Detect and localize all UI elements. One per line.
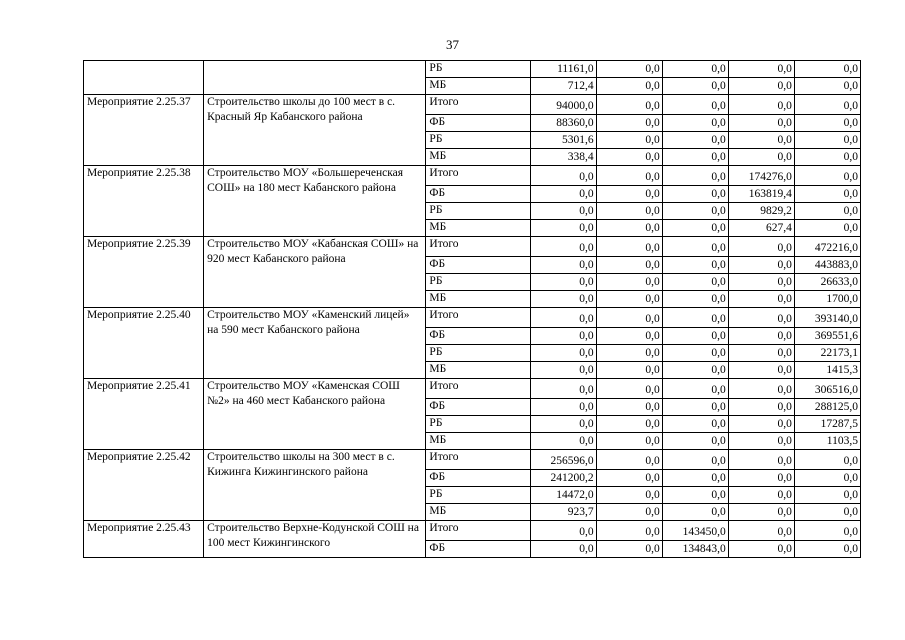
funding-source-cell: Итого xyxy=(426,166,530,186)
value-cell: 0,0 xyxy=(662,450,728,470)
value-cell: 0,0 xyxy=(530,433,596,450)
value-cell: 0,0 xyxy=(728,487,794,504)
measure-description-cell: Строительство МОУ «Каменский лицей» на 590 мест Кабанского района xyxy=(204,308,426,379)
value-cell: 0,0 xyxy=(530,345,596,362)
value-cell: 443883,0 xyxy=(794,257,860,274)
value-cell: 0,0 xyxy=(530,362,596,379)
budget-table-body xyxy=(84,61,861,558)
funding-source-cell: ФБ xyxy=(426,257,530,274)
budget-table xyxy=(83,60,861,558)
value-cell: 0,0 xyxy=(662,362,728,379)
value-cell: 0,0 xyxy=(728,95,794,115)
value-cell: 0,0 xyxy=(662,433,728,450)
value-cell: 369551,6 xyxy=(794,328,860,345)
value-cell: 0,0 xyxy=(596,504,662,521)
value-cell: 0,0 xyxy=(596,521,662,541)
table-row xyxy=(84,166,861,186)
measure-name-cell: Мероприятие 2.25.40 xyxy=(84,308,204,379)
funding-source-cell: Итого xyxy=(426,95,530,115)
value-cell: 174276,0 xyxy=(728,166,794,186)
value-cell: 0,0 xyxy=(596,203,662,220)
value-cell: 0,0 xyxy=(596,132,662,149)
value-cell: 0,0 xyxy=(596,291,662,308)
value-cell: 0,0 xyxy=(794,203,860,220)
funding-source-cell: ФБ xyxy=(426,328,530,345)
value-cell: 0,0 xyxy=(530,379,596,399)
value-cell: 0,0 xyxy=(530,237,596,257)
value-cell: 134843,0 xyxy=(662,541,728,558)
value-cell: 0,0 xyxy=(662,166,728,186)
value-cell: 0,0 xyxy=(728,328,794,345)
funding-source-cell: ФБ xyxy=(426,115,530,132)
table-row xyxy=(84,308,861,328)
value-cell: 0,0 xyxy=(794,166,860,186)
value-cell: 0,0 xyxy=(662,345,728,362)
value-cell: 0,0 xyxy=(662,308,728,328)
value-cell: 0,0 xyxy=(596,78,662,95)
measure-description-cell xyxy=(204,61,426,95)
value-cell: 0,0 xyxy=(530,274,596,291)
funding-source-cell: МБ xyxy=(426,291,530,308)
value-cell: 0,0 xyxy=(794,541,860,558)
funding-source-cell: Итого xyxy=(426,379,530,399)
value-cell: 0,0 xyxy=(794,115,860,132)
measure-name-cell: Мероприятие 2.25.43 xyxy=(84,521,204,558)
value-cell: 0,0 xyxy=(662,149,728,166)
value-cell: 0,0 xyxy=(596,416,662,433)
value-cell: 0,0 xyxy=(728,541,794,558)
value-cell: 393140,0 xyxy=(794,308,860,328)
value-cell: 0,0 xyxy=(596,399,662,416)
table-row xyxy=(84,95,861,115)
funding-source-cell: РБ xyxy=(426,487,530,504)
value-cell: 0,0 xyxy=(596,470,662,487)
value-cell: 0,0 xyxy=(596,237,662,257)
measure-name-cell: Мероприятие 2.25.42 xyxy=(84,450,204,521)
funding-source-cell: Итого xyxy=(426,237,530,257)
value-cell: 0,0 xyxy=(794,95,860,115)
value-cell: 256596,0 xyxy=(530,450,596,470)
value-cell: 0,0 xyxy=(662,132,728,149)
value-cell: 0,0 xyxy=(662,399,728,416)
value-cell: 94000,0 xyxy=(530,95,596,115)
value-cell: 0,0 xyxy=(662,115,728,132)
value-cell: 0,0 xyxy=(662,291,728,308)
value-cell: 0,0 xyxy=(662,416,728,433)
measure-name-cell: Мероприятие 2.25.41 xyxy=(84,379,204,450)
value-cell: 0,0 xyxy=(728,379,794,399)
value-cell: 14472,0 xyxy=(530,487,596,504)
value-cell: 0,0 xyxy=(596,115,662,132)
value-cell: 712,4 xyxy=(530,78,596,95)
value-cell: 0,0 xyxy=(596,274,662,291)
measure-description-cell: Строительство МОУ «Большереченская СОШ» на 180 мест Кабанского района xyxy=(204,166,426,237)
funding-source-cell: Итого xyxy=(426,308,530,328)
measure-description-cell: Строительство школы на 300 мест в с. Кижинга Кижингинского района xyxy=(204,450,426,521)
value-cell: 0,0 xyxy=(728,132,794,149)
value-cell: 0,0 xyxy=(662,203,728,220)
measure-description-cell: Строительство МОУ «Кабанская СОШ» на 920 мест Кабанского района xyxy=(204,237,426,308)
value-cell: 0,0 xyxy=(662,257,728,274)
value-cell: 0,0 xyxy=(728,257,794,274)
table-row xyxy=(84,521,861,541)
value-cell: 0,0 xyxy=(728,504,794,521)
value-cell: 0,0 xyxy=(728,521,794,541)
value-cell: 0,0 xyxy=(794,149,860,166)
measure-name-cell: Мероприятие 2.25.37 xyxy=(84,95,204,166)
value-cell: 0,0 xyxy=(794,450,860,470)
value-cell: 0,0 xyxy=(662,487,728,504)
table-row xyxy=(84,61,861,78)
measure-description-cell: Строительство МОУ «Каменская СОШ №2» на 460 мест Кабанского района xyxy=(204,379,426,450)
funding-source-cell: РБ xyxy=(426,132,530,149)
value-cell: 0,0 xyxy=(728,237,794,257)
funding-source-cell: ФБ xyxy=(426,186,530,203)
value-cell: 0,0 xyxy=(596,362,662,379)
value-cell: 0,0 xyxy=(596,61,662,78)
value-cell: 0,0 xyxy=(728,61,794,78)
value-cell: 1103,5 xyxy=(794,433,860,450)
value-cell: 0,0 xyxy=(794,78,860,95)
value-cell: 0,0 xyxy=(530,186,596,203)
value-cell: 0,0 xyxy=(662,470,728,487)
value-cell: 0,0 xyxy=(728,362,794,379)
value-cell: 472216,0 xyxy=(794,237,860,257)
value-cell: 88360,0 xyxy=(530,115,596,132)
value-cell: 0,0 xyxy=(662,186,728,203)
funding-source-cell: Итого xyxy=(426,450,530,470)
value-cell: 0,0 xyxy=(794,504,860,521)
funding-source-cell: МБ xyxy=(426,433,530,450)
value-cell: 0,0 xyxy=(662,78,728,95)
value-cell: 17287,5 xyxy=(794,416,860,433)
value-cell: 0,0 xyxy=(728,274,794,291)
funding-source-cell: Итого xyxy=(426,521,530,541)
funding-source-cell: МБ xyxy=(426,78,530,95)
funding-source-cell: МБ xyxy=(426,220,530,237)
value-cell: 0,0 xyxy=(794,61,860,78)
funding-source-cell: РБ xyxy=(426,345,530,362)
measure-description-cell: Строительство Верхне-Кодунской СОШ на 100 мест Кижингинского xyxy=(204,521,426,558)
value-cell: 288125,0 xyxy=(794,399,860,416)
value-cell: 306516,0 xyxy=(794,379,860,399)
value-cell: 0,0 xyxy=(728,416,794,433)
value-cell: 0,0 xyxy=(728,433,794,450)
value-cell: 0,0 xyxy=(596,345,662,362)
value-cell: 0,0 xyxy=(530,328,596,345)
value-cell: 0,0 xyxy=(596,450,662,470)
value-cell: 11161,0 xyxy=(530,61,596,78)
value-cell: 0,0 xyxy=(794,487,860,504)
value-cell: 0,0 xyxy=(530,166,596,186)
funding-source-cell: РБ xyxy=(426,203,530,220)
value-cell: 1415,3 xyxy=(794,362,860,379)
table-row xyxy=(84,237,861,257)
funding-source-cell: МБ xyxy=(426,149,530,166)
value-cell: 0,0 xyxy=(728,291,794,308)
value-cell: 0,0 xyxy=(596,186,662,203)
value-cell: 338,4 xyxy=(530,149,596,166)
value-cell: 0,0 xyxy=(530,308,596,328)
measure-name-cell: Мероприятие 2.25.38 xyxy=(84,166,204,237)
value-cell: 0,0 xyxy=(530,291,596,308)
measure-name-cell xyxy=(84,61,204,95)
value-cell: 0,0 xyxy=(596,149,662,166)
value-cell: 0,0 xyxy=(794,186,860,203)
value-cell: 0,0 xyxy=(530,521,596,541)
value-cell: 0,0 xyxy=(728,399,794,416)
measure-name-cell: Мероприятие 2.25.39 xyxy=(84,237,204,308)
value-cell: 0,0 xyxy=(596,95,662,115)
measure-description-cell: Строительство школы до 100 мест в с. Красный Яр Кабанского района xyxy=(204,95,426,166)
value-cell: 0,0 xyxy=(596,257,662,274)
value-cell: 0,0 xyxy=(728,149,794,166)
page-number: 37 xyxy=(446,37,459,52)
value-cell: 0,0 xyxy=(728,115,794,132)
funding-source-cell: ФБ xyxy=(426,541,530,558)
value-cell: 0,0 xyxy=(662,328,728,345)
funding-source-cell: РБ xyxy=(426,416,530,433)
value-cell: 0,0 xyxy=(794,521,860,541)
value-cell: 0,0 xyxy=(728,78,794,95)
value-cell: 0,0 xyxy=(662,220,728,237)
value-cell: 0,0 xyxy=(662,61,728,78)
funding-source-cell: ФБ xyxy=(426,470,530,487)
value-cell: 143450,0 xyxy=(662,521,728,541)
value-cell: 0,0 xyxy=(662,95,728,115)
table-row xyxy=(84,379,861,399)
value-cell: 5301,6 xyxy=(530,132,596,149)
value-cell: 0,0 xyxy=(596,433,662,450)
value-cell: 0,0 xyxy=(728,450,794,470)
funding-source-cell: РБ xyxy=(426,274,530,291)
value-cell: 0,0 xyxy=(530,220,596,237)
value-cell: 0,0 xyxy=(530,416,596,433)
value-cell: 923,7 xyxy=(530,504,596,521)
value-cell: 0,0 xyxy=(530,257,596,274)
funding-source-cell: РБ xyxy=(426,61,530,78)
value-cell: 0,0 xyxy=(794,132,860,149)
value-cell: 0,0 xyxy=(728,470,794,487)
value-cell: 1700,0 xyxy=(794,291,860,308)
value-cell: 0,0 xyxy=(596,541,662,558)
value-cell: 0,0 xyxy=(662,379,728,399)
value-cell: 0,0 xyxy=(530,399,596,416)
value-cell: 22173,1 xyxy=(794,345,860,362)
value-cell: 0,0 xyxy=(794,470,860,487)
funding-source-cell: МБ xyxy=(426,504,530,521)
value-cell: 163819,4 xyxy=(728,186,794,203)
value-cell: 0,0 xyxy=(662,504,728,521)
value-cell: 0,0 xyxy=(596,166,662,186)
table-row xyxy=(84,450,861,470)
value-cell: 0,0 xyxy=(596,379,662,399)
value-cell: 0,0 xyxy=(662,237,728,257)
value-cell: 26633,0 xyxy=(794,274,860,291)
funding-source-cell: МБ xyxy=(426,362,530,379)
value-cell: 0,0 xyxy=(596,220,662,237)
value-cell: 9829,2 xyxy=(728,203,794,220)
value-cell: 627,4 xyxy=(728,220,794,237)
value-cell: 0,0 xyxy=(596,487,662,504)
value-cell: 0,0 xyxy=(596,308,662,328)
value-cell: 0,0 xyxy=(728,345,794,362)
funding-source-cell: ФБ xyxy=(426,399,530,416)
value-cell: 241200,2 xyxy=(530,470,596,487)
value-cell: 0,0 xyxy=(596,328,662,345)
value-cell: 0,0 xyxy=(794,220,860,237)
value-cell: 0,0 xyxy=(530,541,596,558)
value-cell: 0,0 xyxy=(728,308,794,328)
value-cell: 0,0 xyxy=(662,274,728,291)
value-cell: 0,0 xyxy=(530,203,596,220)
